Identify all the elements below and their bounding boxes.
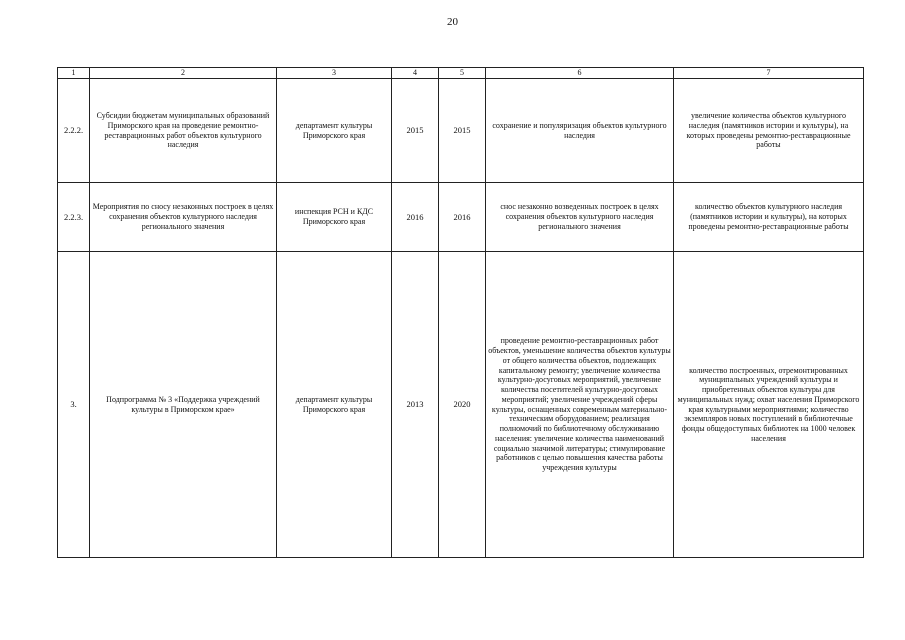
row-start-year: 2016	[392, 183, 439, 252]
row-indicator: увеличение количества объектов культурного наследия (памятников истории и культуры), на которых проведены ремонтно-реставрационные работы	[674, 79, 864, 183]
row-name: Подпрограмма № 3 «Поддержка учреждений культуры в Приморском крае»	[90, 252, 277, 558]
row-code: 3.	[58, 252, 90, 558]
header-cell: 4	[392, 68, 439, 79]
row-code: 2.2.3.	[58, 183, 90, 252]
row-indicator: количество построенных, отремонтированных муниципальных учреждений культуры и приобретенных объектов культуры для муниципальных нужд; охват населения Приморского края культурными мероприятиями; количество экземпляров новых поступлений в библиотечные фонды общедоступных библиотек на 1000 человек населения	[674, 252, 864, 558]
row-result: сохранение и популяризация объектов культурного наследия	[486, 79, 674, 183]
row-name: Мероприятия по сносу незаконных построек в целях сохранения объектов культурного наследия регионального значения	[90, 183, 277, 252]
row-executor: департамент культуры Приморского края	[277, 252, 392, 558]
row-start-year: 2015	[392, 79, 439, 183]
row-end-year: 2020	[439, 252, 486, 558]
page-number: 20	[447, 16, 458, 28]
table-row	[58, 183, 864, 252]
program-table	[57, 67, 864, 558]
header-cell: 3	[277, 68, 392, 79]
table-row	[58, 79, 864, 183]
header-cell: 5	[439, 68, 486, 79]
header-cell: 2	[90, 68, 277, 79]
row-result: снос незаконно возведенных построек в целях сохранения объектов культурного наследия регионального значения	[486, 183, 674, 252]
row-result: проведение ремонтно-реставрационных работ объектов, уменьшение количества объектов культуры от общего количества объектов, подлежащих капитальному ремонту; увеличение количества культурно-досуговых мероприятий, увеличение количества посетителей культурно-досуговых мероприятий; увеличение учреждений сферы культуры, оснащенных современным материально-техническим оборудованием; реализация полномочий по библиотечному обслуживанию населения: увеличение количества наименований социально значимой литературы; стимулирование работников с целью повышения качества работы учреждения культуры	[486, 252, 674, 558]
row-name: Субсидии бюджетам муниципальных образований Приморского края на проведение ремонтно-реставрационных работ объектов культурного наследия	[90, 79, 277, 183]
row-indicator: количество объектов культурного наследия (памятников истории и культуры), на которых проведены ремонтно-реставрационные работы	[674, 183, 864, 252]
header-cell: 1	[58, 68, 90, 79]
row-start-year: 2013	[392, 252, 439, 558]
row-end-year: 2015	[439, 79, 486, 183]
header-row	[58, 68, 864, 79]
header-cell: 7	[674, 68, 864, 79]
row-end-year: 2016	[439, 183, 486, 252]
row-code: 2.2.2.	[58, 79, 90, 183]
row-executor: департамент культуры Приморского края	[277, 79, 392, 183]
row-executor: инспекция РСН и КДС Приморского края	[277, 183, 392, 252]
header-cell: 6	[486, 68, 674, 79]
table-row	[58, 252, 864, 558]
